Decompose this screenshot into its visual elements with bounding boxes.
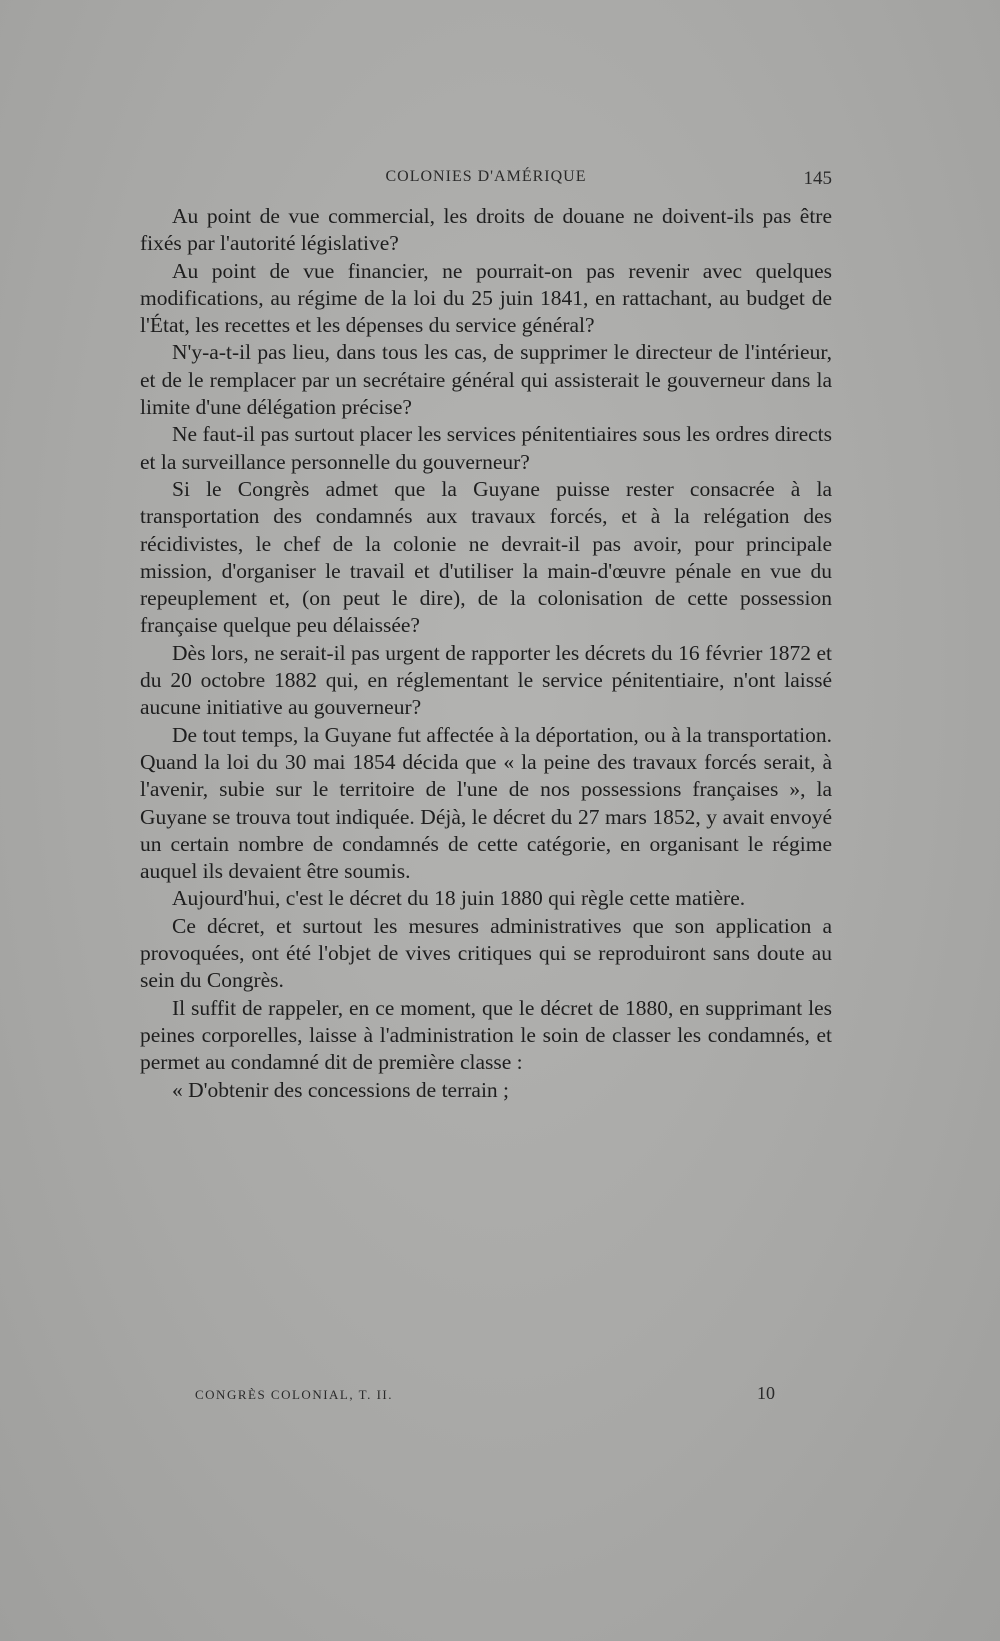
paragraph: Ce décret, et surtout les mesures administratives que son application a provoquées, ont été l'objet de vives critiques qui se reproduiront sans doute au sein du Congrès. [140,913,832,993]
paragraph: Aujourd'hui, c'est le décret du 18 juin 1880 qui règle cette matière. [172,886,746,911]
paragraph: De tout temps, la Guyane fut affectée à la déportation, ou à la transportation. Quand la loi du 30 mai 1854 décida que « la peine des travaux forcés serait, à l'avenir, subie sur le territoire de l'une de nos possessions françaises », la Guyane se trouva tout indiquée. Déjà, le décret du 27 mars 1852, y avait envoyé un certain nombre de condamnés de cette catégorie, en organisant le régime auquel ils devaient être soumis. [140,722,832,884]
body-text [140,203,832,1104]
paragraph: Si le Congrès admet que la Guyane puisse rester consacrée à la transportation des condamnés aux travaux forcés, et à la relégation des récidivistes, le chef de la colonie ne devrait-il pas avoir, pour principale mission, d'organiser le travail et d'utiliser la main-d'œuvre pénale en vue du repeuplement et, (on peut le dire), de la colonisation de cette possession française quelque peu délaissée? [140,476,832,638]
printer-signature: CONGRÈS COLONIAL, T. II. [195,1387,394,1402]
page-number: 145 [803,168,832,189]
paragraph: « D'obtenir des concessions de terrain ; [172,1077,510,1102]
page-header [140,168,832,192]
paragraph: Dès lors, ne serait-il pas urgent de rapporter les décrets du 16 février 1872 et du 20 octobre 1882 qui, en réglementant le service pénitentiaire, n'ont laissé aucune initiative au gouverneur? [140,640,832,720]
paragraph: Ne faut-il pas surtout placer les services pénitentiaires sous les ordres directs et la surveillance personnelle du gouverneur? [140,422,832,474]
page-footer [195,1383,775,1407]
paragraph: Au point de vue financier, ne pourrait-on pas revenir avec quelques modifications, au régime de la loi du 25 juin 1841, en rattachant, au budget de l'État, les recettes et les dépenses du service général? [140,258,832,338]
sheet-number: 10 [757,1383,775,1403]
paragraph: Au point de vue commercial, les droits de douane ne doivent-ils pas être fixés par l'autorité législative? [140,204,832,256]
paragraph: Il suffit de rappeler, en ce moment, que le décret de 1880, en supprimant les peines corporelles, laisse à l'administration le soin de classer les condamnés, et permet au condamné dit de première classe : [140,995,832,1075]
running-head: COLONIES D'AMÉRIQUE [385,168,587,185]
paragraph: N'y-a-t-il pas lieu, dans tous les cas, de supprimer le directeur de l'intérieur, et de le remplacer par un secrétaire général qui assisterait le gouverneur dans la limite d'une délégation précise? [140,340,832,420]
